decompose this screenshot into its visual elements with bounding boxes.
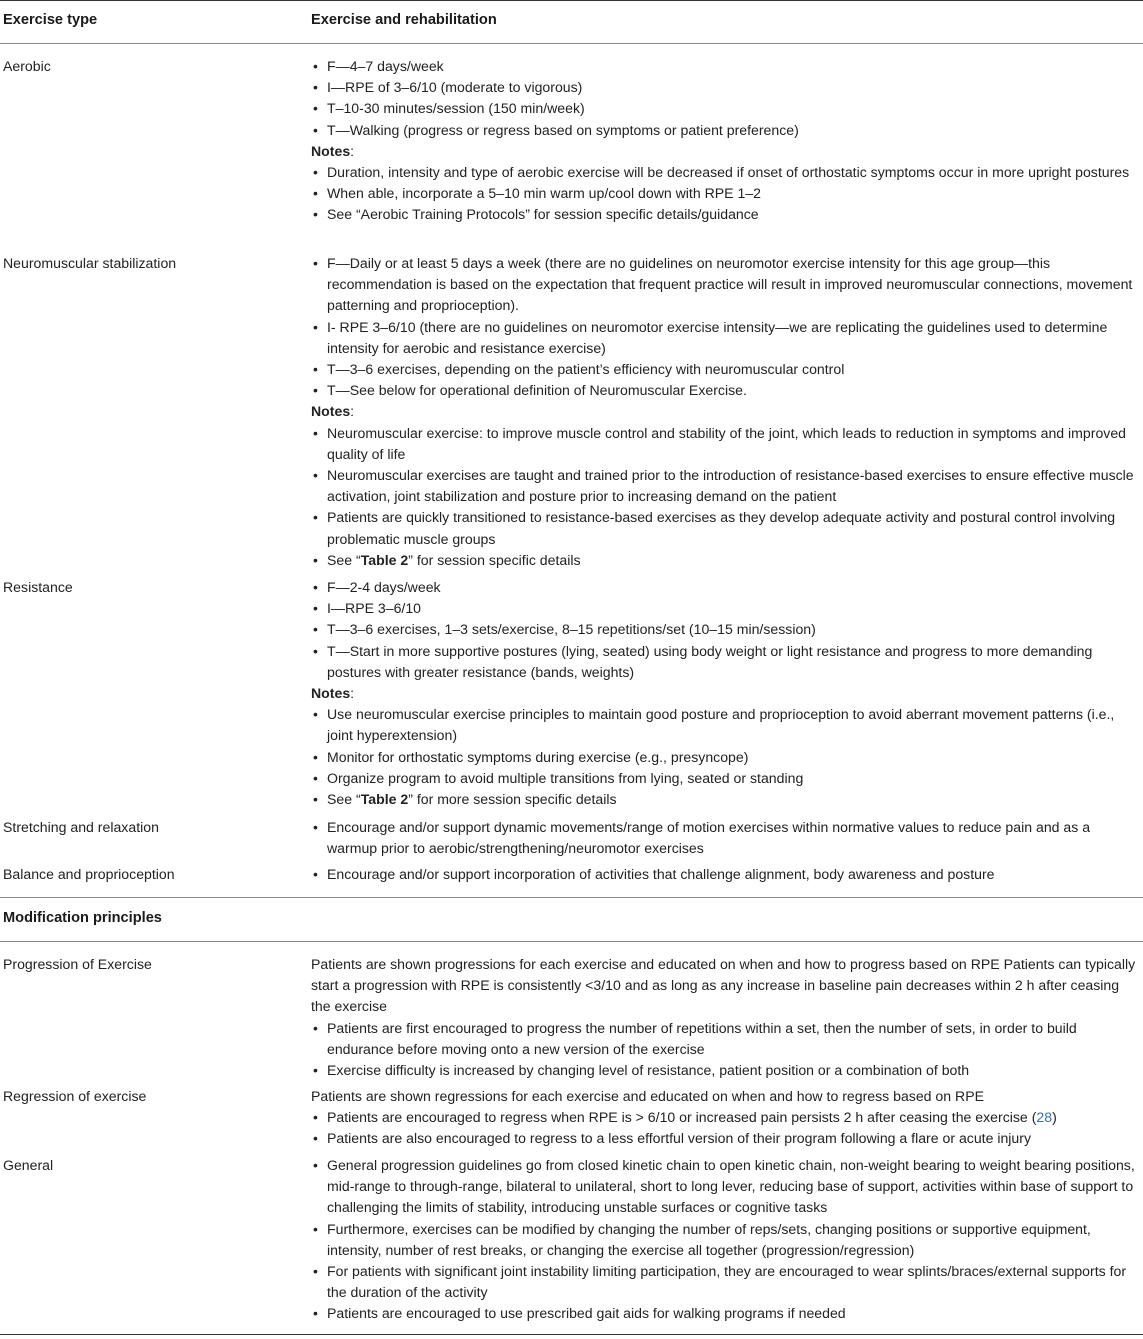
- list-item: • Organize program to avoid multiple transitions from lying, seated or standing: [311, 768, 1140, 789]
- list-item: • F—Daily or at least 5 days a week (there are no guidelines on neuromotor exercise intensity for this age group—this recommendation is based on the expectation that frequent practice will result in improved neuromuscular connections, movement patterning and proprioception).: [311, 253, 1140, 317]
- list-item: • Neuromuscular exercises are taught and trained prior to the introduction of resistance-based exercises to ensure effective muscle activation, joint stabilization and posture prior to increasing demand on the patient: [311, 465, 1140, 507]
- row-label: Aerobic: [3, 58, 51, 74]
- list-item: • I—RPE of 3–6/10 (moderate to vigorous): [311, 77, 1140, 98]
- list-item: • Duration, intensity and type of aerobic exercise will be decreased if onset of orthostatic symptoms occur in more upright postures: [311, 162, 1140, 183]
- list-item: • F—4–7 days/week: [311, 56, 1140, 77]
- row-content: [311, 253, 1140, 571]
- notes-heading: Notes:: [311, 142, 355, 159]
- list-item: • I- RPE 3–6/10 (there are no guidelines on neuromotor exercise intensity—we are replicating the guidelines used to determine intensity for aerobic and resistance exercise): [311, 317, 1140, 359]
- row-label: Stretching and relaxation: [3, 819, 159, 835]
- list-item: • Monitor for orthostatic symptoms during exercise (e.g., presyncope): [311, 747, 1140, 768]
- list-item: • Furthermore, exercises can be modified by changing the number of reps/sets, changing positions or supportive equipment, intensity, number of rest breaks, or changing the exercise all together (progression/regression): [311, 1219, 1140, 1261]
- list-item: • Patients are also encouraged to regress to a less effortful version of their program following a flare or acute injury: [311, 1128, 1140, 1149]
- bottom-rule: [0, 1334, 1143, 1335]
- list-item: • Use neuromuscular exercise principles to maintain good posture and proprioception to avoid aberrant movement patterns (i.e., joint hyperextension): [311, 704, 1140, 746]
- list-item: • T—Start in more supportive postures (lying, seated) using body weight or light resistance and progress to more demanding postures with greater resistance (bands, weights): [311, 641, 1140, 683]
- list-item: • I—RPE 3–6/10: [311, 598, 1140, 619]
- row-content: [311, 1155, 1140, 1325]
- row-content: [311, 1086, 1140, 1150]
- header-col-exercise-rehab: Exercise and rehabilitation: [311, 12, 497, 28]
- intro-text: Patients are shown progressions for each exercise and educated on when and how to progress based on RPE Patients can typically start a progression with RPE is consistently <3/10 and as long as any increase in baseline pain decreases within 2 h after ceasing the exercise: [311, 956, 1136, 1015]
- header-rule: [0, 43, 1143, 44]
- list-item: • F—2-4 days/week: [311, 577, 1140, 598]
- row-label: General: [3, 1157, 54, 1173]
- notes-heading: Notes:: [311, 403, 355, 420]
- row-label: Resistance: [3, 579, 73, 595]
- top-rule: [0, 0, 1143, 1]
- list-item: • T—See below for operational definition of Neuromuscular Exercise.: [311, 380, 1140, 401]
- list-item: • See “Table 2” for session specific details: [311, 550, 1140, 571]
- list-item: • Encourage and/or support dynamic movements/range of motion exercises within normative values to reduce pain and as a warmup prior to aerobic/strengthening/neuromotor exercises: [311, 817, 1140, 859]
- section-rule: [0, 897, 1143, 898]
- row-label: Neuromuscular stabilization: [3, 255, 177, 271]
- intro-text: Patients are shown regressions for each exercise and educated on when and how to regress based on RPE: [311, 1088, 984, 1104]
- list-item: • Neuromuscular exercise: to improve muscle control and stability of the joint, which leads to reduction in symptoms and improved quality of life: [311, 423, 1140, 465]
- list-item: • Patients are encouraged to use prescribed gait aids for walking programs if needed: [311, 1303, 1140, 1324]
- row-label: Regression of exercise: [3, 1088, 147, 1104]
- list-item: • When able, incorporate a 5–10 min warm up/cool down with RPE 1–2: [311, 183, 1140, 204]
- list-item: • T–10-30 minutes/session (150 min/week): [311, 98, 1140, 119]
- row-content: [311, 817, 1140, 859]
- list-item: • See “Aerobic Training Protocols” for session specific details/guidance: [311, 204, 1140, 225]
- row-label: Balance and proprioception: [3, 866, 175, 882]
- list-item: • Patients are encouraged to regress when RPE is > 6/10 or increased pain persists 2 h after ceasing the exercise (28): [311, 1107, 1140, 1128]
- row-content: [311, 954, 1140, 1081]
- modification-heading: Modification principles: [3, 910, 162, 926]
- row-content: [311, 577, 1140, 810]
- reference-link[interactable]: 28: [1036, 1109, 1053, 1126]
- list-item: • T—3–6 exercises, depending on the patient’s efficiency with neuromuscular control: [311, 359, 1140, 380]
- list-item: • Patients are first encouraged to progress the number of repetitions within a set, then the number of sets, in order to build endurance before moving onto a new version of the exercise: [311, 1018, 1140, 1060]
- list-item: • See “Table 2” for more session specific details: [311, 789, 1140, 810]
- row-label: Progression of Exercise: [3, 956, 152, 972]
- list-item: • T—Walking (progress or regress based on symptoms or patient preference): [311, 120, 1140, 141]
- list-item: • For patients with significant joint instability limiting participation, they are encouraged to wear splints/braces/external supports for the duration of the activity: [311, 1261, 1140, 1303]
- row-content: [311, 56, 1140, 226]
- list-item: • Patients are quickly transitioned to resistance-based exercises as they develop adequate activity and postural control involving problematic muscle groups: [311, 507, 1140, 549]
- list-item: • T—3–6 exercises, 1–3 sets/exercise, 8–15 repetitions/set (10–15 min/session): [311, 619, 1140, 640]
- header-col-exercise-type: Exercise type: [3, 12, 98, 28]
- list-item: • Exercise difficulty is increased by changing level of resistance, patient position or a combination of both: [311, 1060, 1140, 1081]
- section-rule: [0, 941, 1143, 942]
- notes-heading: Notes:: [311, 685, 355, 702]
- list-item: • General progression guidelines go from closed kinetic chain to open kinetic chain, non-weight bearing to weight bearing positions, mid-range to through-range, bilateral to unilateral, short to long lever, reducing base of support, activities within base of support to challenging the limits of stability, introducing unstable surfaces or cognitive tasks: [311, 1155, 1140, 1219]
- list-item: • Encourage and/or support incorporation of activities that challenge alignment, body awareness and posture: [311, 864, 1140, 885]
- row-content: [311, 864, 1140, 885]
